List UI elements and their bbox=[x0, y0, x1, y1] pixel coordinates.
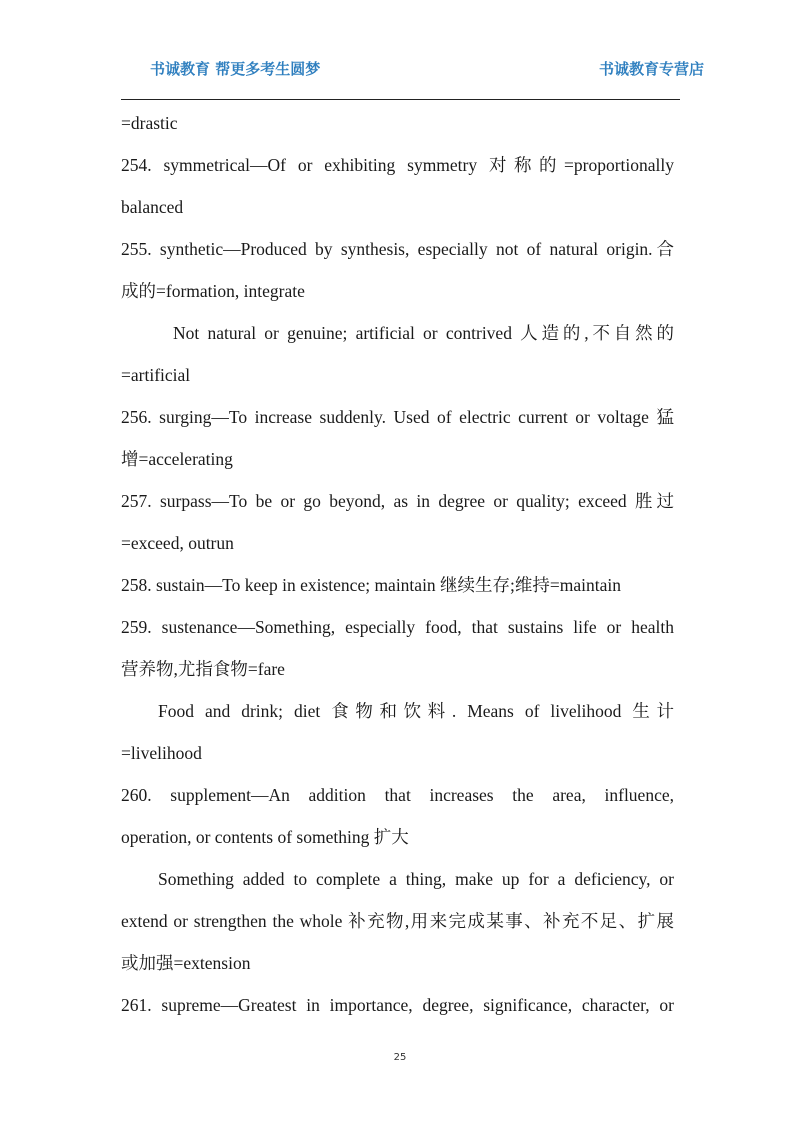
document-body bbox=[121, 102, 674, 1026]
text-line: 营养物,尤指食物=fare bbox=[121, 659, 285, 679]
text-line: extend or strengthen the whole 补充物,用来完成某事、补充不足、扩展 bbox=[121, 911, 674, 931]
text-line: =artificial bbox=[121, 365, 191, 385]
header-slogan: 书诚教育 帮更多考生圆梦 bbox=[150, 60, 321, 78]
text-line: =exceed, outrun bbox=[121, 533, 234, 553]
text-line: 254. symmetrical—Of or exhibiting symmetry 对称的=proportionally bbox=[121, 155, 674, 175]
text-line: 256. surging—To increase suddenly. Used of electric current or voltage 猛 bbox=[121, 407, 674, 427]
text-line: =drastic bbox=[121, 113, 178, 133]
text-line: 255. synthetic—Produced by synthesis, especially not of natural origin.合 bbox=[121, 239, 674, 259]
text-line: Not natural or genuine; artificial or contrived 人造的,不自然的 bbox=[173, 323, 674, 343]
text-line: Something added to complete a thing, make up for a deficiency, or bbox=[158, 869, 674, 889]
text-line: 260. supplement—An addition that increases the area, influence, bbox=[121, 785, 674, 805]
text-line: Food and drink; diet 食物和饮料. Means of livelihood 生计 bbox=[158, 701, 674, 721]
text-line: 257. surpass—To be or go beyond, as in degree or quality; exceed 胜过 bbox=[121, 491, 674, 511]
header-divider bbox=[121, 99, 680, 100]
text-line: 261. supreme—Greatest in importance, degree, significance, character, or bbox=[121, 995, 674, 1015]
text-line: 258. sustain—To keep in existence; maintain 继续生存;维持=maintain bbox=[121, 575, 622, 595]
text-line: 增=accelerating bbox=[121, 449, 233, 469]
text-line: balanced bbox=[121, 197, 184, 217]
text-line: =livelihood bbox=[121, 743, 202, 763]
header-store-name: 书诚教育专营店 bbox=[598, 60, 704, 78]
page-number: 25 bbox=[393, 1052, 407, 1063]
text-line: 259. sustenance—Something, especially food, that sustains life or health bbox=[121, 617, 674, 637]
text-line: operation, or contents of something 扩大 bbox=[121, 827, 409, 847]
text-line: 成的=formation, integrate bbox=[121, 281, 305, 301]
text-line: 或加强=extension bbox=[121, 953, 251, 973]
